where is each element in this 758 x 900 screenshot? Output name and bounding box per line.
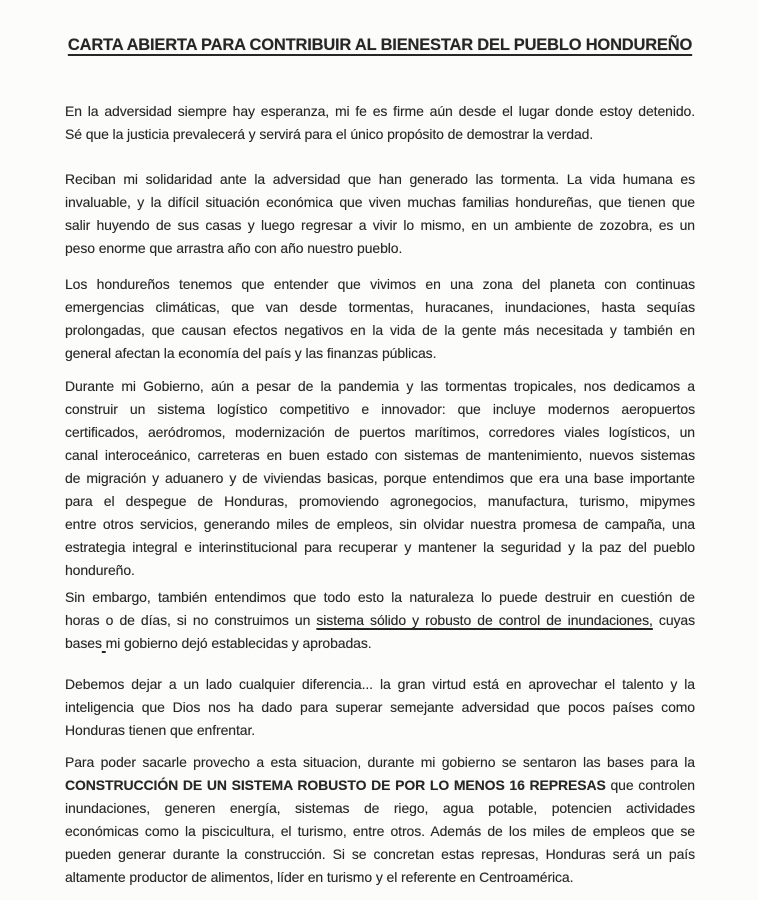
text-line [65, 797, 695, 820]
text-run: horas o de días, si no construimos un [65, 612, 317, 628]
text-run: peso enorme que arrastra año con año nuestro pueblo. [65, 240, 403, 256]
text-line [65, 237, 695, 260]
text-run: bases [65, 635, 102, 651]
underlined-text-run: sistema sólido y robusto de control de inundaciones, [316, 612, 653, 628]
text-line [65, 719, 695, 742]
text-run: de migración y aduanero y de viviendas basicas, porque entendimos que era una base importante [65, 470, 695, 486]
paragraph-climate [65, 273, 695, 365]
text-line [65, 421, 695, 444]
text-run: Sé que la justicia prevalecerá y servirá para el único propósito de demostrar la verdad. [65, 126, 594, 142]
bold-text-run: CONSTRUCCIÓN DE UN SISTEMA ROBUSTO DE POR LO MENOS 16 REPRESAS [65, 777, 606, 793]
text-run: que controlen [605, 777, 695, 793]
text-run: pueden generar durante la construcción. Si se concretan estas represas, Honduras será un país [65, 846, 695, 862]
text-run: hondureño. [65, 562, 135, 578]
text-run: Reciban mi solidaridad ante la adversidad que han generado las tormenta. La vida humana es [65, 171, 695, 187]
text-run: altamente productor de alimentos, líder en turismo y el referente en Centroamérica. [65, 869, 574, 885]
text-run: prolongadas, que causan efectos negativos en la vida de la gente más necesitada y también en [65, 322, 695, 338]
text-line [65, 444, 695, 467]
text-line [65, 123, 695, 146]
text-run: Para poder sacarle provecho a esta situacion, durante mi gobierno se sentaron las bases para la [65, 754, 695, 770]
text-line [65, 536, 695, 559]
text-line [65, 467, 695, 490]
text-run: inteligencia que Dios nos ha dado para superar semejante adversidad que pocos países como [65, 699, 695, 715]
text-run: general afectan la economía del país y las finanzas públicas. [65, 345, 437, 361]
text-line [65, 168, 695, 191]
paragraph-government [65, 375, 695, 582]
paragraph-solidarity [65, 168, 695, 260]
text-line [65, 673, 695, 696]
text-run: certificados, aeródromos, modernización de puertos marítimos, corredores viales logísticos, un [65, 424, 695, 440]
text-line [65, 273, 695, 296]
text-line [65, 751, 695, 774]
text-line [65, 866, 695, 889]
text-run: cuyas [652, 612, 695, 628]
text-run: Honduras tienen que enfrentar. [65, 722, 256, 738]
text-run: inundaciones, generen energía, sistemas de riego, agua potable, potencien actividades [65, 800, 695, 816]
paragraph-unity [65, 673, 695, 742]
text-run: canal interoceánico, carreteras en buen estado con sistemas de mantenimiento, nuevos sistemas [65, 447, 695, 463]
paragraph-dams [65, 751, 695, 889]
text-line [65, 191, 695, 214]
text-line [65, 490, 695, 513]
text-line [65, 586, 695, 609]
letter-title: CARTA ABIERTA PARA CONTRIBUIR AL BIENESTAR DEL PUEBLO HONDUREÑO [67, 36, 693, 54]
text-line [65, 375, 695, 398]
text-line [65, 214, 695, 237]
text-line [65, 820, 695, 843]
text-line [65, 100, 695, 123]
text-run: mi gobierno dejó establecidas y aprobadas. [105, 635, 372, 651]
text-line [65, 609, 695, 632]
letter-body [65, 100, 695, 889]
text-line [65, 559, 695, 582]
text-line [65, 843, 695, 866]
text-run: Los hondureños tenemos que entender que vivimos en una zona del planeta con continuas [65, 276, 695, 292]
paragraph-hope [65, 100, 695, 146]
text-run: emergencias climáticas, que van desde tormentas, huracanes, inundaciones, hasta sequías [65, 299, 695, 315]
text-run: Durante mi Gobierno, aún a pesar de la pandemia y las tormentas tropicales, nos dedicamos a [65, 378, 695, 394]
text-run: Sin embargo, también entendimos que todo esto la naturaleza lo puede destruir en cuestión de [65, 589, 695, 605]
text-line [65, 342, 695, 365]
text-run: Debemos dejar a un lado cualquier diferencia... la gran virtud está en aprovechar el talento y la [65, 676, 695, 692]
text-line [65, 296, 695, 319]
text-run: estrategia integral e interinstitucional para recuperar y mantener la seguridad y la paz del pueblo [65, 539, 695, 555]
text-line [65, 513, 695, 536]
text-line [65, 696, 695, 719]
text-run: para el despegue de Honduras, promoviendo agronegocios, manufactura, turismo, mipymes [65, 493, 695, 509]
text-run: salir huyendo de sus casas y luego regresar a vivir lo mismo, en un ambiente de zozobra, es un [65, 217, 695, 233]
text-line [65, 632, 695, 655]
text-line [65, 398, 695, 421]
text-line [65, 774, 695, 797]
text-run: En la adversidad siempre hay esperanza, mi fe es firme aún desde el lugar donde estoy detenido. [65, 103, 695, 119]
text-run: entre otros servicios, generando miles de empleos, sin olvidar nuestra promesa de campaña, una [65, 516, 695, 532]
text-run: construir un sistema logístico competitivo e innovador: que incluye modernos aeropuertos [65, 401, 695, 417]
text-run: invaluable, y la difícil situación económica que viven muchas familias hondureñas, que tienen que [65, 194, 695, 210]
text-run: económicas como la piscicultura, el turismo, entre otros. Además de los miles de empleos que se [65, 823, 695, 839]
paragraph-flood-control [65, 586, 695, 655]
text-line [65, 319, 695, 342]
